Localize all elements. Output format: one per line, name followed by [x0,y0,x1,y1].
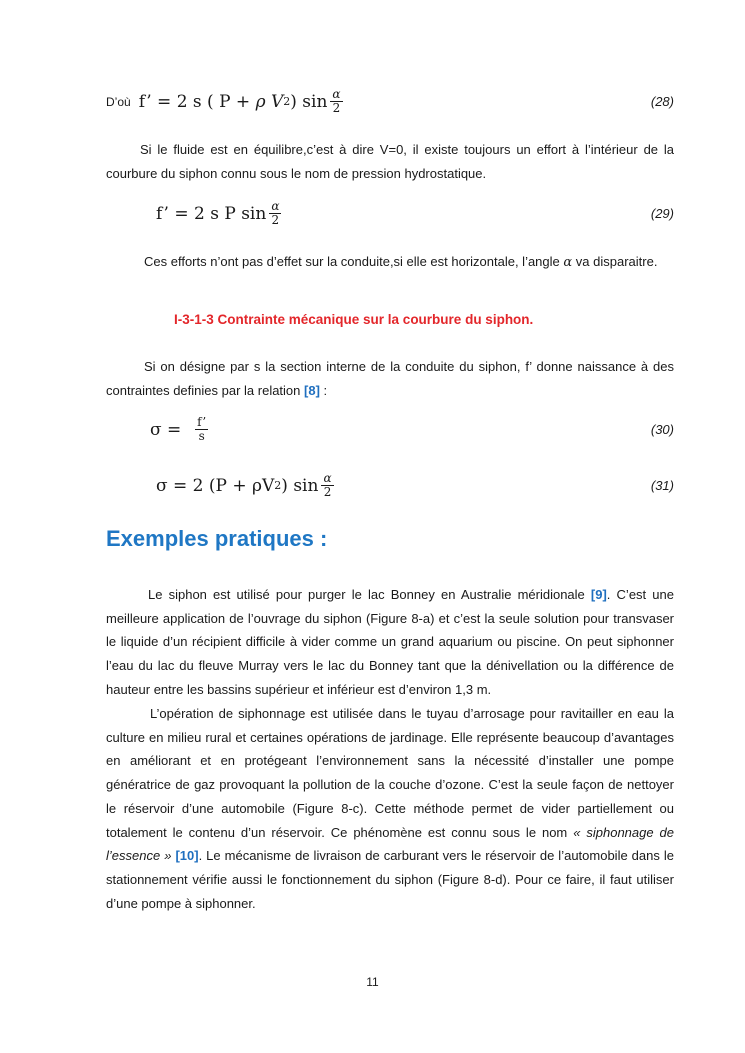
paragraph-5-text-end: . Le mécanisme de livraison de carburant vers le réservoir de l’automobile dans le stationnement vérifie aussi le fonctionnement du siphon (Figure 8-d). Pour ce faire, il faut utiliser d’une pompe à siphonner. [106,848,674,911]
eq30-number: (30) [650,422,674,437]
section-heading: Exemples pratiques : [106,526,328,551]
eq31-exp: 2 [274,479,282,492]
eq31-frac-den: 2 [323,485,332,499]
eq30-fraction [195,416,208,443]
eq31-v: V [262,475,275,496]
eq29-fraction [269,200,281,227]
eq30-lhs: σ = [150,419,182,440]
eq28-v: V [270,91,284,112]
paragraph-3-text: Si on désigne par s la section interne de la conduite du siphon, f’ donne naissance à des contraintes definies par la relation [106,359,674,398]
eq31-number: (31) [650,478,674,493]
eq29-number: (29) [650,206,674,221]
eq29-frac-den: 2 [271,213,280,227]
page-number: 11 [366,975,379,989]
equation-28 [106,88,674,115]
eq29-formula [156,200,281,227]
paragraph-3 [106,355,674,402]
eq29-frac-num: α [271,199,280,213]
equation-31 [106,472,674,499]
eq28-lhs: f’ = 2 s ( P + [138,91,251,112]
paragraph-5-quote: « siphonnage de l’essence » [106,824,674,864]
eq28-frac-den: 2 [332,101,341,115]
paragraph-3-text-end: : [319,382,328,398]
eq31-lhs: σ = 2 (P + [156,475,247,496]
eq31-rho: ρ [252,475,263,496]
eq28-number: (28) [650,94,674,109]
paragraph-4 [106,583,674,702]
eq31-close: ) sin [281,475,319,496]
eq28-rho: ρ [255,91,266,112]
eq28-close: ) sin [290,91,328,112]
eq31-frac-num: α [323,471,332,485]
alpha-symbol: α [563,255,573,270]
eq28-frac-num: α [332,87,341,101]
eq30-frac-den: s [198,429,205,443]
reference-8-link[interactable]: [8] [304,382,320,398]
eq30-formula [150,416,208,443]
reference-10-link[interactable]: [10] [175,848,199,864]
paragraph-5 [106,702,674,915]
paragraph-2-text: Ces efforts n’ont pas d’effet sur la conduite,si elle est horizontale, l’angle [144,254,564,269]
paragraph-4-text: Le siphon est utilisé pour purger le lac Bonney en Australie méridionale [148,587,591,602]
equation-30 [106,416,674,443]
eq28-fraction [330,88,342,115]
eq28-prefix: D’où [106,94,131,109]
paragraph-1 [106,138,674,185]
subsection-heading: I-3-1-3 Contrainte mécanique sur la courbure du siphon. [174,312,534,327]
eq28-exp: 2 [283,95,291,108]
reference-9-link[interactable]: [9] [590,587,607,602]
paragraph-1-text: Si le fluide est en équilibre,c’est à dire V=0, il existe toujours un effort à l’intérieur de la courbure du siphon connu sous le nom de pression hydrostatique. [106,142,674,181]
paragraph-5-text: L’opération de siphonnage est utilisée dans le tuyau d’arrosage pour ravitailler en eau la culture en milieu rural et certaines opérations de jardinage. Elle représente beaucoup d’avantages en améliorant et en protégeant l’environnement sans la nécessité d’installer une pompe génératrice de gaz provoquant la pollution de la couche d’ozone. C’est la seule façon de nettoyer le réservoir d’une automobile (Figure 8-c). Cette méthode permet de vider partiellement ou totalement le contenu d’un réservoir. Ce phénomène est connu sous le nom [106,706,674,840]
paragraph-2-text-end: va disparaitre. [572,254,658,269]
paragraph-4-text-end: . C’est une meilleure application de l’ouvrage du siphon (Figure 8-a) et c’est la seule solution pour transvaser le liquide d’un récipient difficile à vider comme un grand aquarium ou piscine. On peut siphonner l’eau du lac du fleuve Murray vers le lac du Bonney tant que la dénivellation ou la différence de hauteur entre les bassins supérieur et inférieur est d’environ 1,3 m. [106,587,674,697]
eq31-fraction [321,472,333,499]
eq31-formula [156,472,334,499]
eq29-lhs: f’ = 2 s P sin [156,203,267,224]
eq30-frac-num: f’ [197,415,207,429]
equation-29 [106,200,674,227]
eq28-formula [139,88,343,115]
paragraph-2 [106,250,674,275]
